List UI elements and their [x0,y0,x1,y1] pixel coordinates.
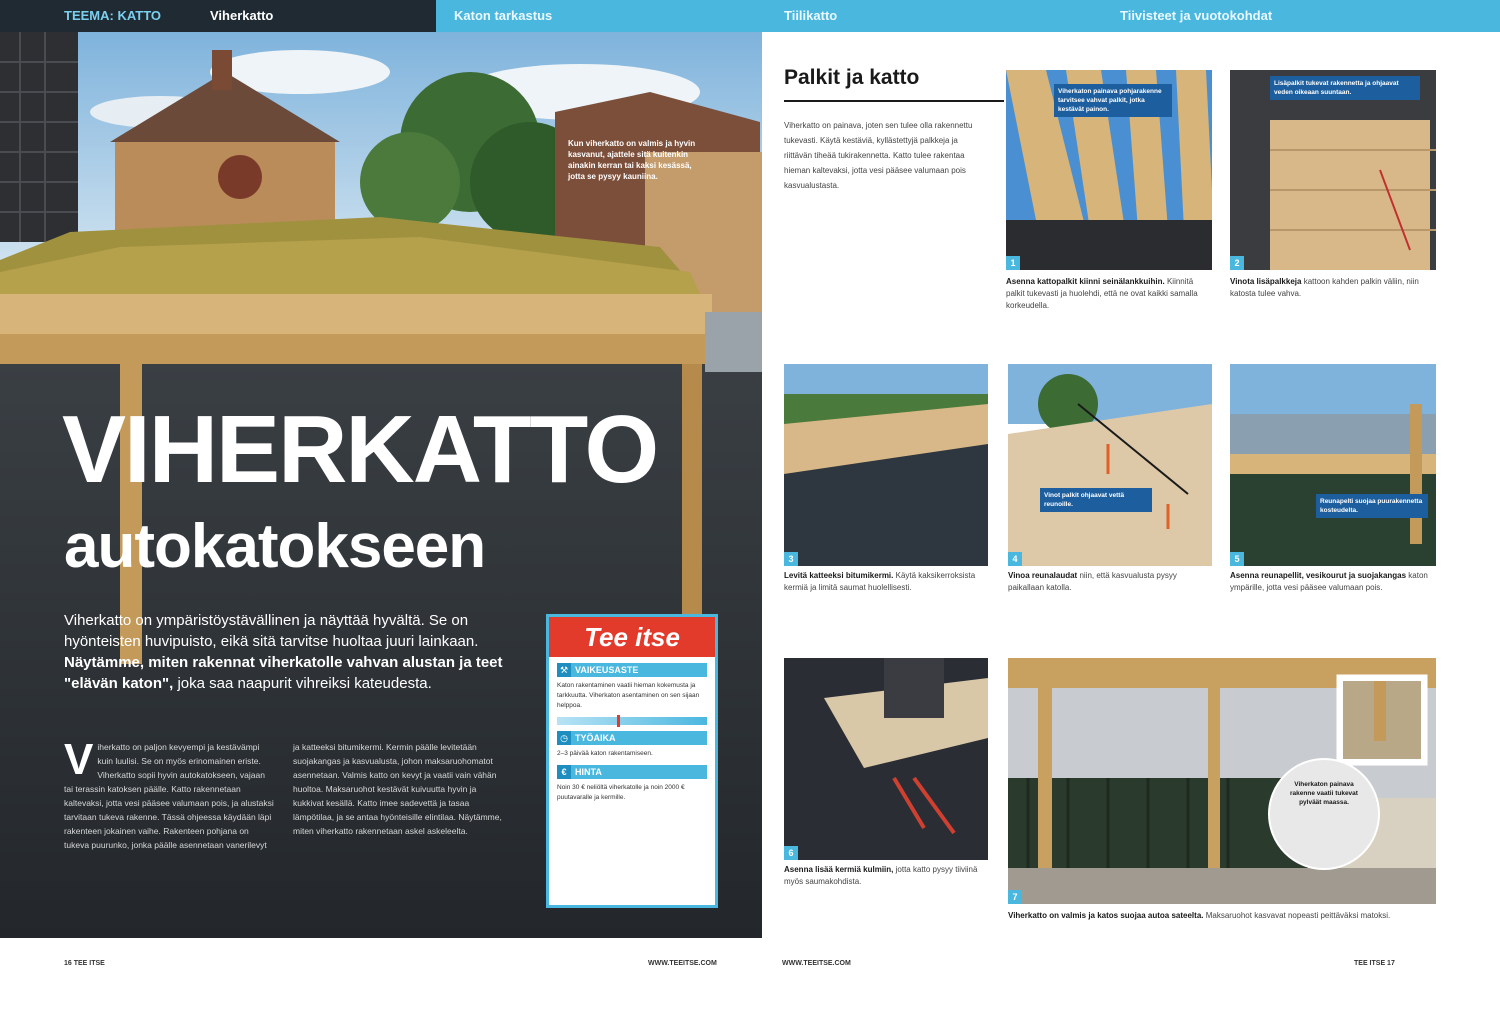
price-section [557,765,707,803]
footer-right-url[interactable]: WWW.TEEITSE.COM [782,960,851,967]
price-text: Noin 30 € neliöltä viherkatolle ja noin 2000 € puutavaralle ja kermille. [557,784,685,801]
time-text: 2–3 päivää katon rakentamiseen. [557,750,653,757]
step-6-photo [784,658,988,860]
step-3-caption: Levitä katteeksi bitumikermi. Käytä kaksikerroksista kermiä ja limitä saumat huolellisesti. [784,571,976,592]
article-title: VIHERKATTO [62,396,658,503]
lead-bold: Näytämme, miten rakennat viherkatolle vahvan alustan ja teet "elävän katon", [64,654,503,692]
euro-icon: € [557,765,571,779]
section-divider [784,100,1004,102]
step-2-callout: Lisäpalkit tukevat rakennetta ja ohjaavat veden oikeaan suuntaan. [1270,76,1420,100]
clock-icon: ◷ [557,731,571,745]
step-number: 1 [1006,256,1020,270]
step-5-caption: Asenna reunapellit, vesikourut ja suojakangas katon ympärille, jotta vesi pääsee valumaan pois. [1230,571,1428,592]
article-subtitle: autokatokseen [64,512,486,581]
section-intro: Viherkatto on painava, joten sen tulee olla rakennettu tukevasti. Käytä kestäviä, kyllästettyjä palkkeja ja riittävän tiheää tukirakennetta. Katto tulee rakentaa hieman kaltevaksi, jotta vesi pääsee valumaan pois kasvualustasta. [784,121,973,190]
step-7-caption: Viherkatto on valmis ja katos suojaa autoa sateelta. Maksaruohot kasvavat nopeasti peittäväksi matoksi. [1008,911,1391,920]
step-4-callout: Vinot palkit ohjaavat vettä reunoille. [1040,488,1152,512]
nav-tab-2[interactable]: Tiilikatto [784,8,838,23]
step-7-photo [1008,658,1436,904]
step-2-photo [1230,70,1436,270]
step-1-caption: Asenna kattopalkit kiinni seinälankkuihin. Kiinnitä palkit tukevasti ja huolehdi, että ne ovat kaikki samalla korkeudella. [1006,277,1198,310]
step-2-caption: Vinota lisäpalkkeja kattoon kahden palkin väliin, niin katosta tulee vahva. [1230,277,1419,298]
step-number: 3 [784,552,798,566]
lead-normal: Viherkatto on ympäristöystävällinen ja näyttää hyvältä. Se on hyönteisten huvipuisto, eikä sitä tarvitse huoltaa juuri lainkaan. [64,612,479,650]
step-number: 2 [1230,256,1244,270]
nav-tab-1[interactable]: Katon tarkastus [454,8,553,23]
tee-itse-box [546,614,718,908]
step-number: 5 [1230,552,1244,566]
nav-tabs [436,0,1500,32]
difficulty-bar [557,717,707,725]
left-page [0,32,762,938]
wrench-icon: ⚒ [557,663,571,677]
footer-left-page: 16 TEE ITSE [64,960,105,967]
difficulty-label: VAIKEUSASTE [575,665,639,675]
price-label: HINTA [575,767,602,777]
drop-cap: V [64,735,94,784]
section-title: Palkit ja katto [784,66,920,89]
lead-paragraph [64,610,534,694]
step-3-photo [784,364,988,566]
top-nav [0,0,1500,32]
time-section [557,731,707,759]
lead-end: joka saa naapurit vihreiksi kateudesta. [177,675,432,692]
step-5-photo [1230,364,1436,566]
nav-tab-3[interactable]: Tiivisteet ja vuotokohdat [1120,8,1273,23]
step-4-photo [1008,364,1212,566]
difficulty-section [557,663,707,725]
nav-current[interactable]: Viherkatto [190,0,436,32]
footer-right-page: TEE ITSE 17 [1354,960,1395,967]
step-1-callout: Viherkaton painava pohjarakenne tarvitsee vahvat palkit, jotka kestävät painon. [1054,84,1172,117]
time-label: TYÖAIKA [575,733,616,743]
step-7-bubble [1268,758,1380,870]
step-5-callout: Reunapelti suojaa puurakennetta kosteudelta. [1316,494,1428,518]
difficulty-marker [617,715,620,727]
tee-itse-title: Tee itse [549,617,715,657]
body-copy: iherkatto on paljon kevyempi ja kestävämpi kuin luulisi. Se on myös erinomainen eriste. Viherkatto sopii hyvin autokatokseen, vajaan tai terassin katoksen päälle. Katto rakennetaan kaltevaksi, jotta vesi pääsee valumaan pois, ja alustaksi tarvitaan tukeva rakenne. Tässä ohjeessa käydään läpi rakenteen jokainen vaihe. Rakenteen pohjana on tukeva puurunko, jonka päälle asennetaan vanerilevyt ja katteeksi bitumikermi. Kermin päälle levitetään suojakangas ja kasvualusta, johon maksaruohomatot asennetaan. Valmis katto on kevyt ja vaatii vain vähän huoltoa. Maksaruohot kestävät kuivuutta hyvin ja kukkivat kesällä. Katto imee sadevettä ja tasaa lämpötilaa, ja se antaa hyönteisille elintilaa. Näytämme, miten viherkatto rakennetaan askel askeleelta. [64,742,502,850]
step-7-callout: Viherkaton painava rakenne vaatii tukevat pylväät maassa. [1290,781,1358,806]
step-6-caption: Asenna lisää kermiä kulmiin, jotta katto pysyy tiiviinä myös saumakohdista. [784,865,978,886]
body-text [64,735,504,852]
step-4-caption: Vinoa reunalaudat niin, että kasvualusta pysyy paikallaan katolla. [1008,571,1177,592]
footer-left-url[interactable]: WWW.TEEITSE.COM [648,960,717,967]
step-number: 7 [1008,890,1022,904]
nav-section[interactable]: TEEMA: KATTO [0,0,190,32]
step-number: 4 [1008,552,1022,566]
step-number: 6 [784,846,798,860]
difficulty-text: Katon rakentaminen vaatii hieman kokemusta ja tarkkuutta. Viherkaton asentaminen on sen sijaan helppoa. [557,682,700,709]
photo-caption: Kun viherkatto on valmis ja hyvin kasvanut, ajattele sitä kuitenkin ainakin kerran tai kaksi kesässä, jotta se pysyy kauniina. [568,139,696,181]
